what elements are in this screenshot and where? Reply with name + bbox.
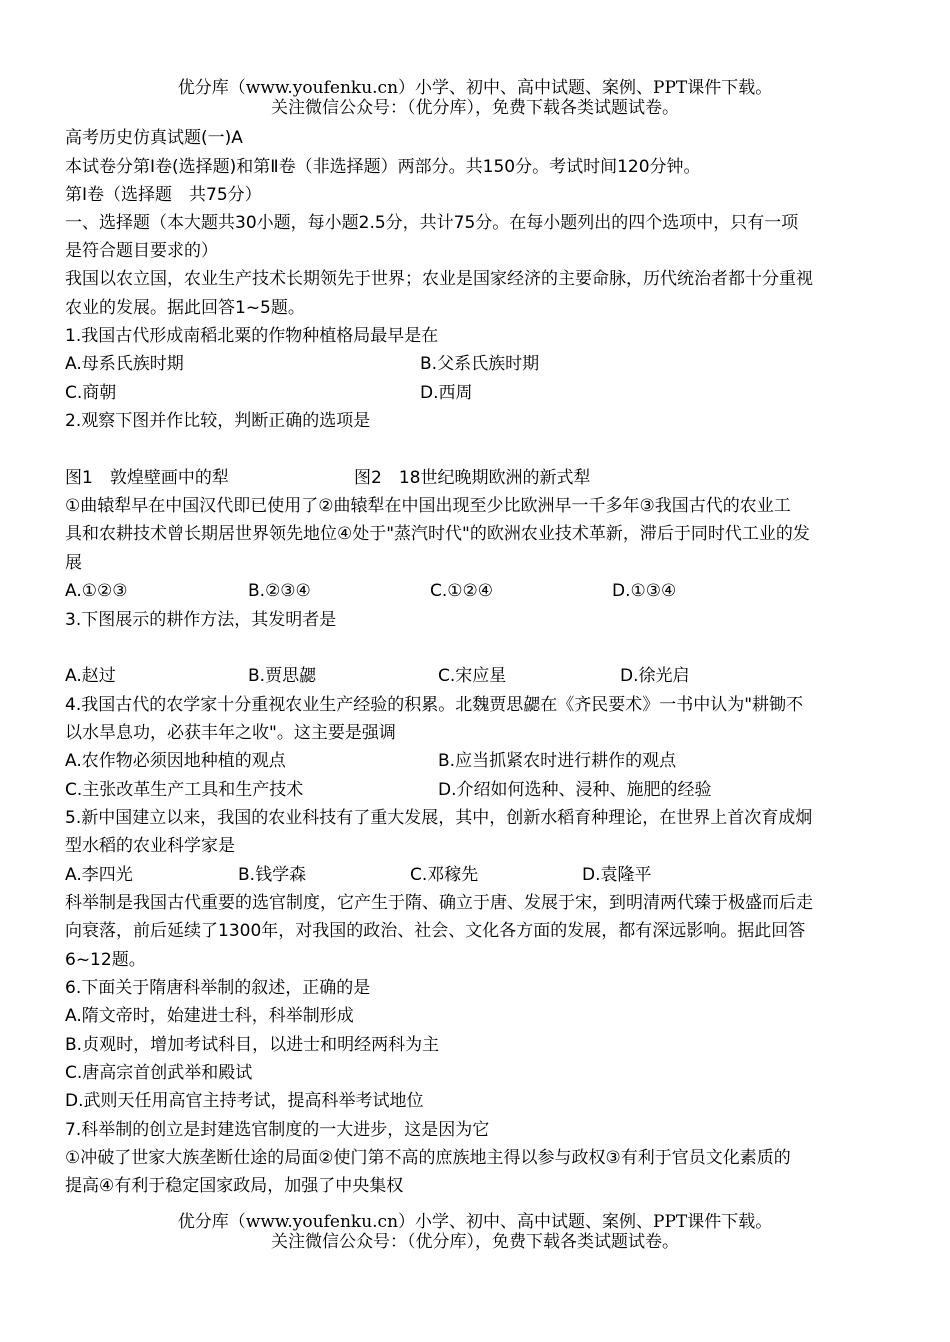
q3-option-b: B.贾思勰: [248, 666, 317, 686]
q2-statements-line-1: ①曲辕犁早在中国汉代即已使用了②曲辕犁在中国出现至少比欧洲早一千多年③我国古代的农业工: [65, 496, 791, 516]
q3-option-a: A.赵过: [65, 666, 116, 686]
q4-option-a: A.农作物必须因地种植的观点: [65, 751, 286, 771]
q6-option-b: B.贞观时，增加考试科目，以进士和明经两科为主: [65, 1035, 440, 1055]
q3-option-d: D.徐光启: [620, 666, 690, 686]
section-1-instructions-line-2: 是符合题目要求的）: [65, 241, 218, 261]
q6-option-d: D.武则天任用高官主持考试，提高科举考试地位: [65, 1091, 424, 1111]
header-line-2: 关注微信公众号：（优分库），免费下载各类试题试卷。: [271, 98, 679, 118]
footer-line-1: 优分库（www.youfenku.cn）小学、初中、高中试题、案例、PPT课件下载。: [177, 1212, 773, 1232]
q3-stem: 3.下图展示的耕作方法，其发明者是: [65, 610, 337, 630]
passage-2-line-1: 科举制是我国古代重要的选官制度，它产生于隋、确立于唐、发展于宋，到明清两代臻于极盛而后走: [65, 893, 813, 913]
q1-option-d: D.西周: [420, 383, 473, 403]
q1-option-a: A.母系氏族时期: [65, 354, 184, 374]
q4-option-d: D.介绍如何选种、浸种、施肥的经验: [438, 780, 712, 800]
passage-1-line-1: 我国以农立国，农业生产技术长期领先于世界；农业是国家经济的主要命脉，历代统治者都十分重视: [65, 269, 813, 289]
footer-line-2: 关注微信公众号：（优分库），免费下载各类试题试卷。: [271, 1232, 679, 1252]
q5-option-b: B.钱学森: [238, 865, 307, 885]
q5-option-d: D.袁隆平: [582, 865, 652, 885]
passage-2-line-2: 向衰落，前后延续了1300年，对我国的政治、社会、文化各方面的发展，都有深远影响。据此回答: [65, 921, 806, 941]
q3-option-c: C.宋应星: [438, 666, 507, 686]
q5-stem-line-1: 5.新中国建立以来，我国的农业科技有了重大发展，其中，创新水稻育种理论，在世界上首次育成炯: [65, 808, 813, 828]
header-line-1: 优分库（www.youfenku.cn）小学、初中、高中试题、案例、PPT课件下载。: [177, 78, 773, 98]
q5-stem-line-2: 型水稻的农业科学家是: [65, 836, 235, 856]
q2-figure-2-caption: 图2 18世纪晚期欧洲的新式犁: [354, 468, 591, 488]
q2-statements-line-3: 展: [65, 553, 82, 573]
q4-stem-line-2: 以水旱息功，必获丰年之收"。这主要是强调: [65, 723, 396, 743]
q4-option-c: C.主张改革生产工具和生产技术: [65, 780, 304, 800]
q2-option-d: D.①③④: [612, 581, 677, 601]
q5-option-a: A.李四光: [65, 865, 133, 885]
q4-stem-line-1: 4.我国古代的农学家十分重视农业生产经验的积累。北魏贾思勰在《齐民要术》一书中认为"耕锄不: [65, 695, 804, 715]
q5-option-c: C.邓稼先: [410, 865, 479, 885]
q1-option-b: B.父系氏族时期: [420, 354, 540, 374]
q7-stem: 7.科举制的创立是封建选官制度的一大进步，这是因为它: [65, 1120, 490, 1140]
q6-stem: 6.下面关于隋唐科举制的叙述，正确的是: [65, 978, 371, 998]
q2-option-c: C.①②④: [430, 581, 493, 601]
q1-option-c: C.商朝: [65, 383, 117, 403]
q2-option-a: A.①②③: [65, 581, 128, 601]
q2-stem: 2.观察下图并作比较，判断正确的选项是: [65, 411, 371, 431]
q2-figure-1-caption: 图1 敦煌壁画中的犁: [65, 468, 229, 488]
q7-statements-line-1: ①冲破了世家大族垄断仕途的局面②使门第不高的庶族地主得以参与政权③有利于官员文化素质的: [65, 1148, 791, 1168]
passage-1-line-2: 农业的发展。据此回答1~5题。: [65, 298, 305, 318]
passage-2-line-3: 6~12题。: [65, 950, 146, 970]
q4-option-b: B.应当抓紧农时进行耕作的观点: [438, 751, 677, 771]
q6-option-a: A.隋文帝时，始建进士科，科举制形成: [65, 1006, 354, 1026]
q7-statements-line-2: 提高④有利于稳定国家政局，加强了中央集权: [65, 1176, 404, 1196]
q2-statements-line-2: 具和农耕技术曾长期居世界领先地位④处于"蒸汽时代"的欧洲农业技术革新，滞后于同时代工业的发: [65, 524, 810, 544]
doc-intro: 本试卷分第Ⅰ卷(选择题)和第Ⅱ卷（非选择题）两部分。共150分。考试时间120分钟。: [65, 157, 701, 177]
section-1-instructions-line-1: 一、选择题（本大题共30小题，每小题2.5分，共计75分。在每小题列出的四个选项中，只有一项: [65, 213, 799, 233]
part-1-heading: 第Ⅰ卷（选择题 共75分）: [65, 185, 262, 205]
doc-title: 高考历史仿真试题(一)A: [65, 128, 243, 148]
q6-option-c: C.唐高宗首创武举和殿试: [65, 1063, 253, 1083]
q1-stem: 1.我国古代形成南稻北粟的作物种植格局最早是在: [65, 326, 439, 346]
q2-option-b: B.②③④: [248, 581, 311, 601]
